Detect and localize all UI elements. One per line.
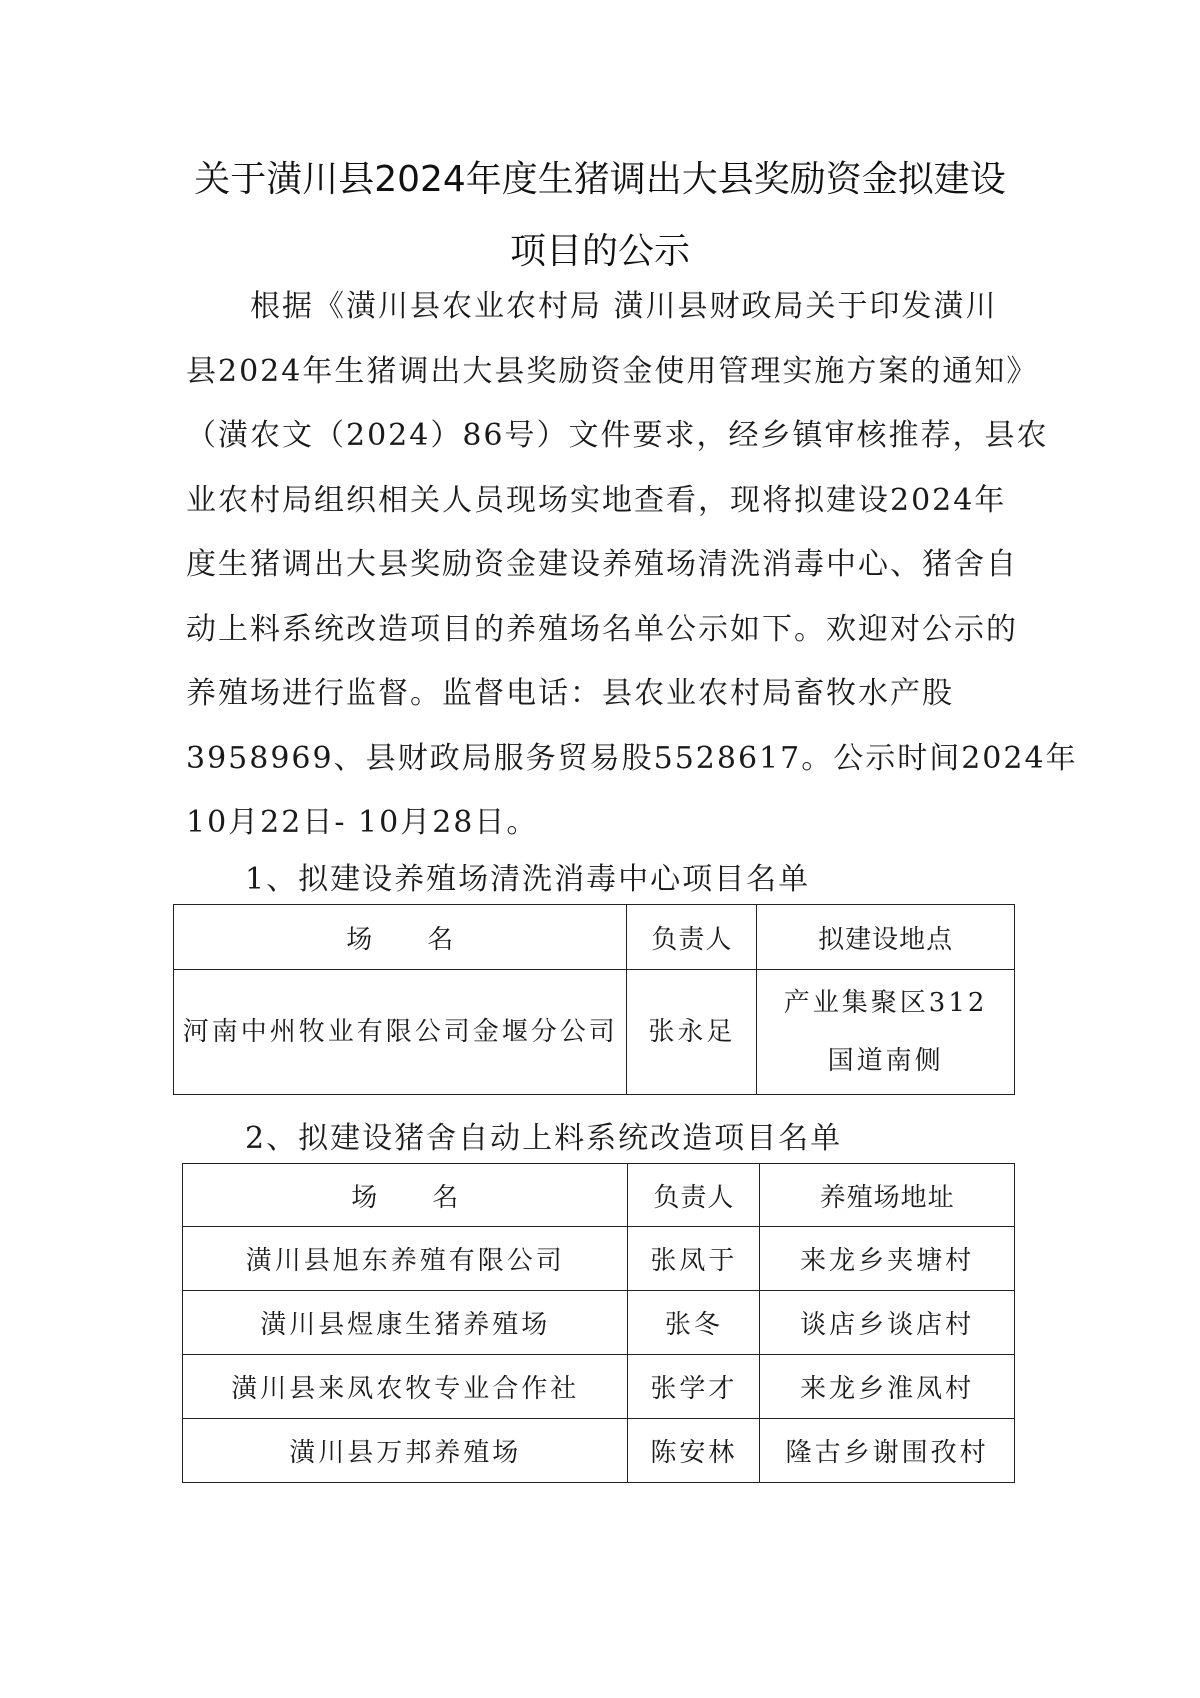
- body-line: 10月22日- 10月28日。: [186, 805, 539, 840]
- farm-address: 谈店乡谈店村: [760, 1291, 1015, 1355]
- farm-name: 潢川县万邦养殖场: [183, 1419, 628, 1483]
- build-location: 产业集聚区312国道南侧: [757, 970, 1015, 1095]
- body-line: 业农村局组织相关人员现场实地查看，现将拟建设2024年: [186, 482, 1007, 518]
- cleaning-center-table: [173, 904, 1015, 1095]
- table-header-row: [174, 905, 1015, 970]
- body-line: 根据《潢川县农业农村局 潢川县财政局关于印发潢川: [186, 289, 998, 324]
- farm-name: 潢川县旭东养殖有限公司: [183, 1227, 628, 1291]
- person-in-charge: 张学才: [628, 1355, 760, 1419]
- col-header-name: 场 名: [174, 905, 627, 970]
- table-row: [183, 1227, 1015, 1291]
- farm-name: 潢川县来凤农牧专业合作社: [183, 1355, 628, 1419]
- person-in-charge: 张永足: [627, 970, 757, 1095]
- person-in-charge: 陈安林: [628, 1419, 760, 1483]
- body-line: 养殖场进行监督。监督电话：县农业农村局畜牧水产股: [186, 676, 954, 711]
- person-in-charge: 张冬: [628, 1291, 760, 1355]
- table-row: [183, 1291, 1015, 1355]
- col-header-person: 负责人: [627, 905, 757, 970]
- farm-address: 来龙乡淮凤村: [760, 1355, 1015, 1419]
- body-line: （潢农文（2024）86号）文件要求，经乡镇审核推荐，县农: [186, 418, 1049, 453]
- table-row: [174, 970, 1015, 1095]
- table-row: [183, 1355, 1015, 1419]
- farm-address: 来龙乡夹塘村: [760, 1227, 1015, 1291]
- table-header-row: [183, 1164, 1015, 1227]
- body-line: 县2024年生猪调出大县奖励资金使用管理实施方案的通知》: [186, 353, 1039, 389]
- section2-heading: 2、拟建设猪舍自动上料系统改造项目名单: [245, 1121, 843, 1156]
- body-line: 动上料系统改造项目的养殖场名单公示如下。欢迎对公示的: [186, 611, 1018, 647]
- body-line: 度生猪调出大县奖励资金建设养殖场清洗消毒中心、猪舍自: [186, 547, 1018, 582]
- col-header-person: 负责人: [628, 1164, 760, 1227]
- title-line-1: 关于潢川县2024年度生猪调出大县奖励资金拟建设: [194, 159, 1006, 200]
- body-line: 3958969、县财政局服务贸易股5528617。公示时间2024年: [186, 740, 1078, 776]
- section1-heading: 1、拟建设养殖场清洗消毒中心项目名单: [245, 862, 811, 897]
- feeding-system-table: [182, 1163, 1015, 1483]
- table-row: [183, 1419, 1015, 1483]
- col-header-address: 养殖场地址: [760, 1164, 1015, 1227]
- farm-address: 隆古乡谢围孜村: [760, 1419, 1015, 1483]
- farm-name: 潢川县煜康生猪养殖场: [183, 1291, 628, 1355]
- document-title: [150, 144, 1050, 288]
- col-header-name: 场 名: [183, 1164, 628, 1227]
- title-line-2: 项目的公示: [509, 231, 690, 272]
- col-header-location: 拟建设地点: [757, 905, 1015, 970]
- farm-name: 河南中州牧业有限公司金堰分公司: [174, 970, 627, 1095]
- person-in-charge: 张凤于: [628, 1227, 760, 1291]
- notice-body: [186, 275, 1078, 856]
